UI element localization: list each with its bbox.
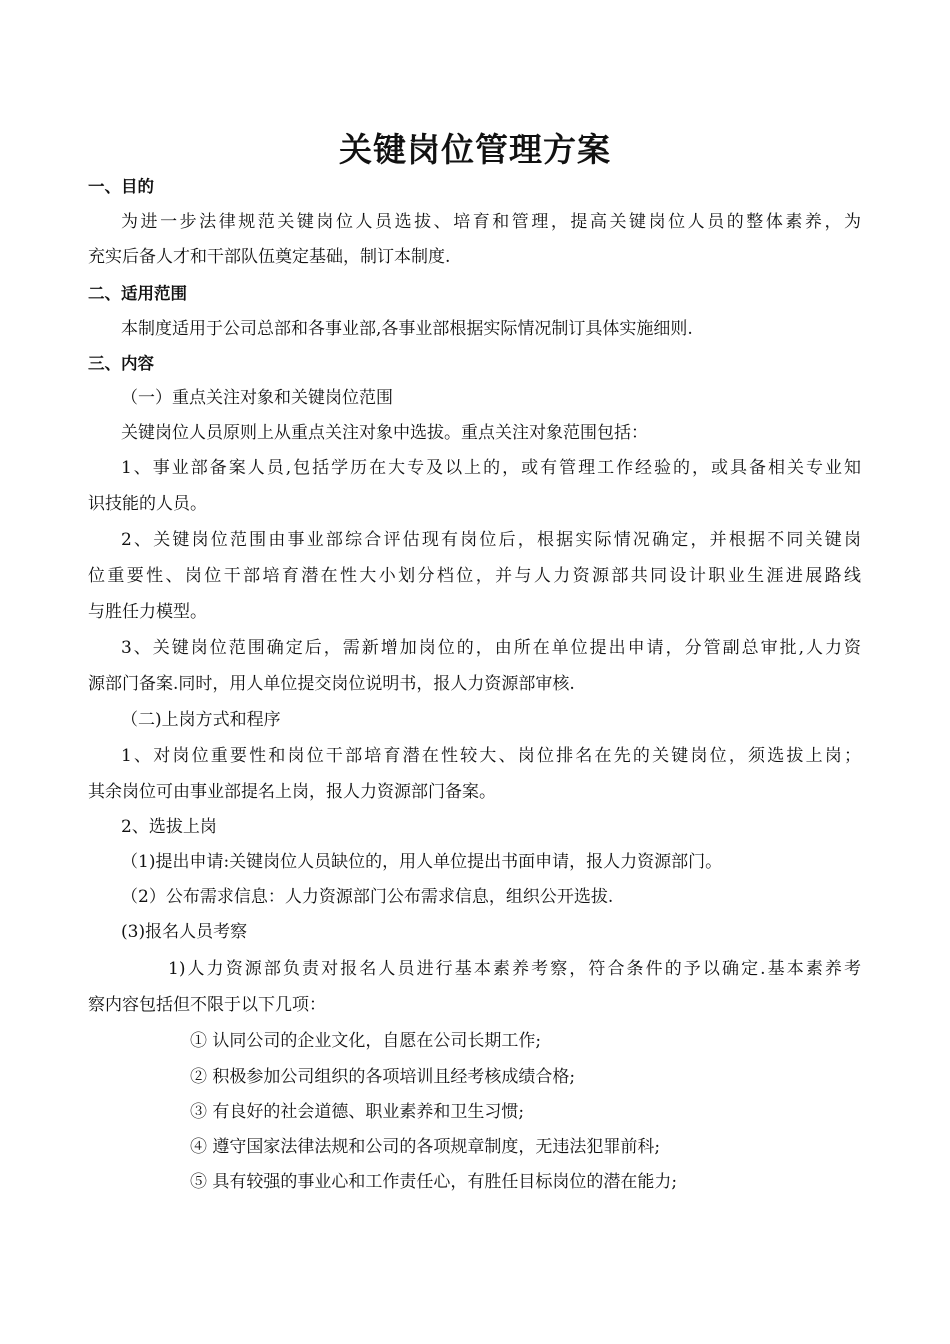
list-item-line: 1、事业部备案人员,包括学历在大专及以上的，或有管理工作经验的，或具备相关专业知 — [121, 458, 861, 478]
list-item-line: 识技能的人员。 — [88, 494, 207, 514]
step-line: （1)提出申请:关键岗位人员缺位的，用人单位提出书面申请，报人力资源部门。 — [121, 852, 723, 872]
section-heading: 三、内容 — [88, 354, 154, 373]
criteria-item: ⑤ 具有较强的事业心和工作责任心，有胜任目标岗位的潜在能力; — [190, 1172, 678, 1192]
list-item-line: 1、对岗位重要性和岗位干部培育潜在性较大、岗位排名在先的关键岗位，须选拔上岗； — [121, 746, 861, 766]
step-line: (3)报名人员考察 — [121, 922, 248, 942]
list-item-line: 源部门备案.同时，用人单位提交岗位说明书，报人力资源部审核. — [88, 674, 575, 694]
paragraph-line: 充实后备人才和干部队伍奠定基础，制订本制度. — [88, 247, 451, 267]
subsection-heading: （一）重点关注对象和关键岗位范围 — [121, 388, 393, 408]
step-line: （2）公布需求信息：人力资源部门公布需求信息，组织公开选拔. — [121, 887, 614, 907]
criteria-item: ④ 遵守国家法律法规和公司的各项规章制度，无违法犯罪前科; — [190, 1137, 661, 1157]
paragraph-line: 本制度适用于公司总部和各事业部,各事业部根据实际情况制订具体实施细则. — [121, 319, 693, 339]
step-line: 察内容包括但不限于以下几项： — [88, 995, 326, 1015]
list-item-line: 其余岗位可由事业部提名上岗，报人力资源部门备案。 — [88, 782, 496, 802]
paragraph-line: 关键岗位人员原则上从重点关注对象中选拔。重点关注对象范围包括： — [121, 423, 648, 443]
section-heading: 二、适用范围 — [88, 284, 187, 303]
list-item-line: 位重要性、岗位干部培育潜在性大小划分档位，并与人力资源部共同设计职业生涯进展路线 — [88, 566, 861, 586]
paragraph-line: 为进一步法律规范关键岗位人员选拔、培育和管理，提高关键岗位人员的整体素养，为 — [121, 212, 861, 232]
section-heading: 一、目的 — [88, 177, 154, 196]
list-item-line: 与胜任力模型。 — [88, 602, 207, 622]
list-item-line: 3、关键岗位范围确定后，需新增加岗位的，由所在单位提出申请，分管副总审批,人力资 — [121, 638, 861, 658]
step-line: 1)人力资源部负责对报名人员进行基本素养考察，符合条件的予以确定.基本素养考 — [168, 959, 861, 979]
criteria-item: ① 认同公司的企业文化，自愿在公司长期工作; — [190, 1031, 542, 1051]
list-item-line: 2、关键岗位范围由事业部综合评估现有岗位后，根据实际情况确定，并根据不同关键岗 — [121, 530, 861, 550]
subsection-heading: （二)上岗方式和程序 — [121, 710, 281, 730]
list-item-line: 2、选拔上岗 — [121, 817, 217, 837]
document-title: 关键岗位管理方案 — [339, 130, 611, 169]
criteria-item: ② 积极参加公司组织的各项培训且经考核成绩合格; — [190, 1067, 576, 1087]
criteria-item: ③ 有良好的社会道德、职业素养和卫生习惯; — [190, 1102, 525, 1122]
